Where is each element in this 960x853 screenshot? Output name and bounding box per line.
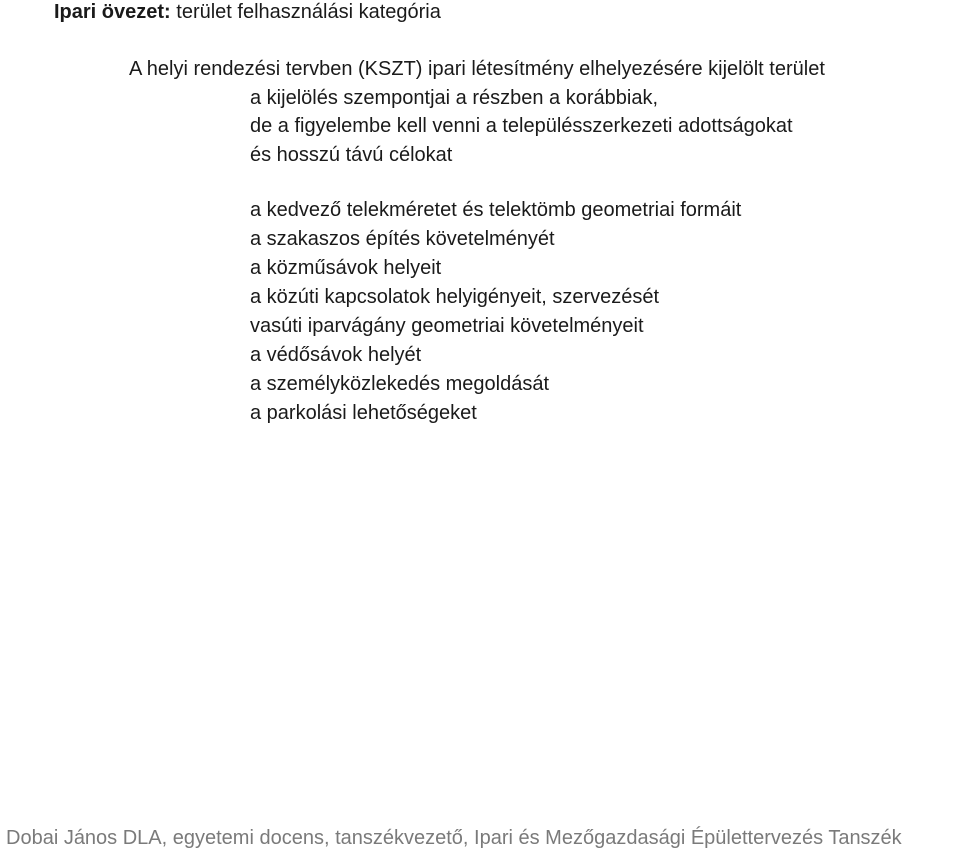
list-item: a kedvező telekméretet és telektömb geometriai formáit	[250, 199, 742, 221]
list-item: vasúti iparvágány geometriai követelményeit	[250, 315, 644, 337]
list-item: a védősávok helyét	[250, 344, 422, 366]
title-description: terület felhasználási kategória	[170, 1, 441, 23]
requirements-list	[250, 196, 741, 428]
list-item: a közműsávok helyeit	[250, 257, 442, 279]
intro-line: de a figyelembe kell venni a településszerkezeti adottságokat	[250, 115, 793, 137]
title-keyword: Ipari övezet:	[54, 1, 171, 23]
intro-paragraph	[0, 55, 825, 169]
page-title	[54, 0, 441, 24]
intro-line: és hosszú távú célokat	[250, 143, 453, 166]
footer-author: Dobai János DLA, egyetemi docens, tanszékvezető, Ipari és Mezőgazdasági Épülettervezés Tanszék	[6, 827, 902, 849]
list-item: a személyközlekedés megoldását	[250, 373, 550, 395]
intro-line: A helyi rendezési tervben (KSZT) ipari létesítmény elhelyezésére kijelölt terület	[129, 58, 825, 80]
list-item: a közúti kapcsolatok helyigényeit, szervezését	[250, 286, 660, 308]
intro-line: a kijelölés szempontjai a részben a korábbiak,	[250, 86, 658, 109]
list-item: a szakaszos építés követelményét	[250, 228, 555, 250]
list-item: a parkolási lehetőségeket	[250, 402, 477, 424]
